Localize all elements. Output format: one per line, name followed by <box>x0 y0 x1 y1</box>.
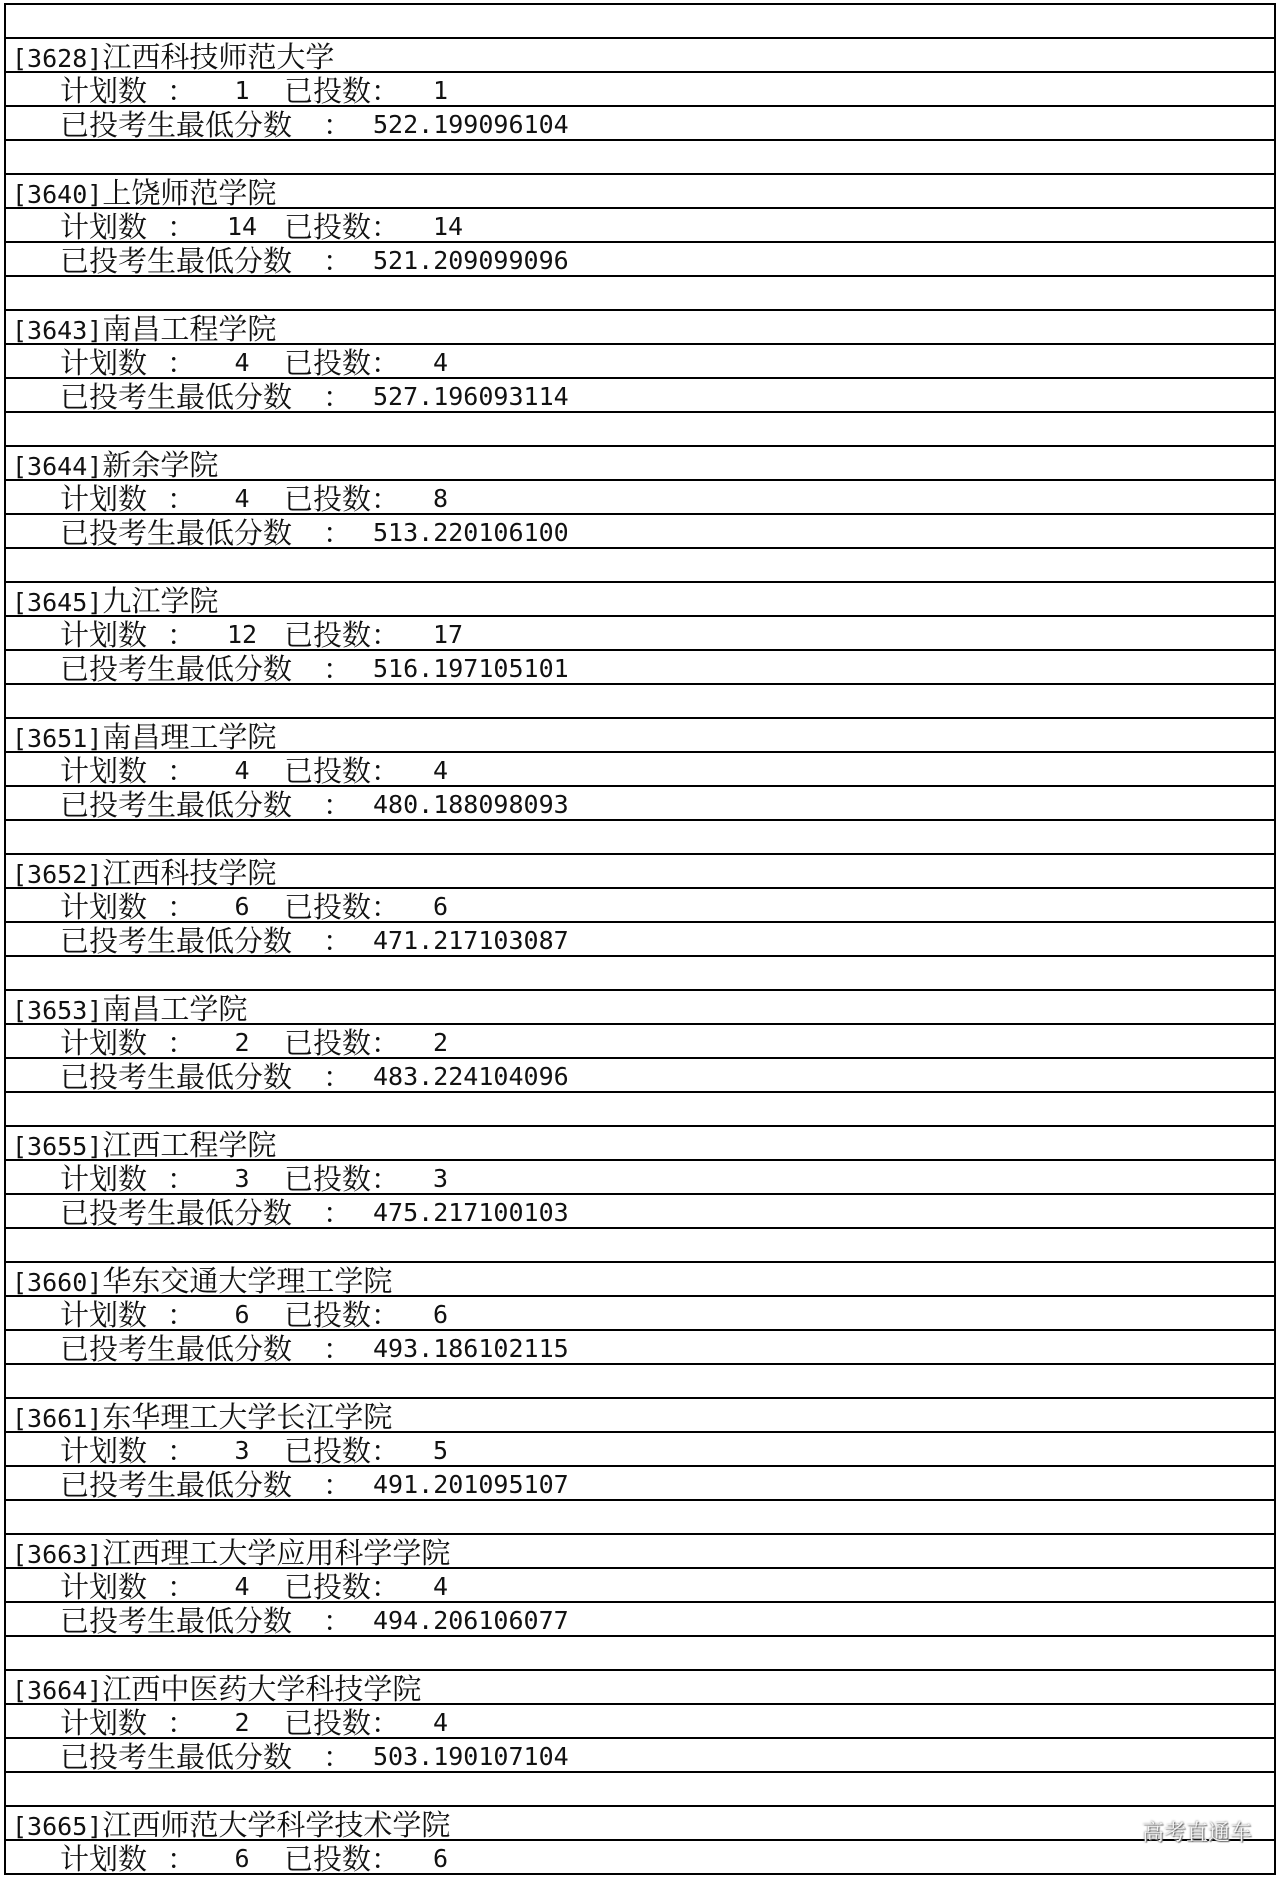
table-row-spacer <box>6 1501 1274 1535</box>
plan-count: 6 <box>234 892 250 921</box>
score-label: 已投考生最低分数 <box>60 1468 293 1502</box>
plan-row <box>6 209 1274 243</box>
score-colon: ： <box>323 1604 353 1638</box>
plan-row <box>6 73 1274 107</box>
table-row-spacer <box>6 1229 1274 1263</box>
score-row <box>6 1195 1274 1229</box>
score-row <box>6 107 1274 141</box>
invested-label: 已投数： <box>284 1706 401 1740</box>
school-code: [3640] <box>12 180 103 209</box>
school-header-row <box>6 39 1274 73</box>
school-header <box>12 719 277 754</box>
min-score: 527.196093114 <box>373 382 569 411</box>
table-row-spacer <box>6 5 1274 39</box>
score-colon: ： <box>323 1060 353 1094</box>
plan-count: 6 <box>234 1300 250 1329</box>
school-name: 江西中医药大学科技学院 <box>102 1672 422 1706</box>
score-row <box>6 243 1274 277</box>
score-label: 已投考生最低分数 <box>60 516 293 550</box>
score-row <box>6 1331 1274 1365</box>
score-colon: ： <box>323 788 353 822</box>
score-colon: ： <box>323 108 353 142</box>
plan-colon: ： <box>167 482 197 516</box>
score-row <box>6 1059 1274 1093</box>
plan-colon: ： <box>167 1842 197 1876</box>
plan-label: 计划数 <box>60 210 148 244</box>
plan-row <box>6 1025 1274 1059</box>
plan-count: 6 <box>234 1844 250 1873</box>
school-name: 江西工程学院 <box>102 1128 277 1162</box>
plan-label: 计划数 <box>60 1026 148 1060</box>
plan-row <box>6 1569 1274 1603</box>
score-label: 已投考生最低分数 <box>60 1060 293 1094</box>
table-row-spacer <box>6 549 1274 583</box>
score-row <box>6 923 1274 957</box>
invested-label: 已投数： <box>284 1842 401 1876</box>
school-code: [3655] <box>12 1132 103 1161</box>
plan-row <box>6 753 1274 787</box>
plan-label: 计划数 <box>60 346 148 380</box>
school-header <box>12 39 335 74</box>
score-row <box>6 1739 1274 1773</box>
school-header <box>12 1535 451 1570</box>
school-header-row <box>6 1399 1274 1433</box>
score-colon: ： <box>323 924 353 958</box>
min-score: 480.188098093 <box>373 790 569 819</box>
plan-count: 4 <box>234 756 250 785</box>
school-header <box>12 855 277 890</box>
plan-row <box>6 1841 1274 1875</box>
min-score: 493.186102115 <box>373 1334 569 1363</box>
school-code: [3628] <box>12 44 103 73</box>
school-header <box>12 311 277 346</box>
plan-colon: ： <box>167 754 197 788</box>
school-name: 华东交通大学理工学院 <box>102 1264 393 1298</box>
plan-colon: ： <box>167 74 197 108</box>
plan-colon: ： <box>167 1434 197 1468</box>
school-header-row <box>6 1535 1274 1569</box>
school-name: 江西科技学院 <box>102 856 277 890</box>
score-colon: ： <box>323 244 353 278</box>
score-colon: ： <box>323 652 353 686</box>
table-row-spacer <box>6 1637 1274 1671</box>
school-name: 新余学院 <box>102 448 219 482</box>
school-header-row <box>6 719 1274 753</box>
school-header-row <box>6 1671 1274 1705</box>
score-colon: ： <box>323 1332 353 1366</box>
plan-count: 2 <box>234 1708 250 1737</box>
invested-label: 已投数： <box>284 1570 401 1604</box>
plan-colon: ： <box>167 890 197 924</box>
plan-label: 计划数 <box>60 1298 148 1332</box>
school-code: [3661] <box>12 1404 103 1433</box>
school-code: [3652] <box>12 860 103 889</box>
invested-count: 17 <box>433 620 464 649</box>
score-label: 已投考生最低分数 <box>60 1196 293 1230</box>
score-colon: ： <box>323 1196 353 1230</box>
school-header-row <box>6 175 1274 209</box>
plan-colon: ： <box>167 346 197 380</box>
invested-count: 2 <box>433 1028 449 1057</box>
invested-count: 1 <box>433 76 449 105</box>
school-header <box>12 1399 393 1434</box>
score-colon: ： <box>323 380 353 414</box>
invested-count: 4 <box>433 348 449 377</box>
plan-label: 计划数 <box>60 1842 148 1876</box>
invested-count: 5 <box>433 1436 449 1465</box>
score-colon: ： <box>323 1468 353 1502</box>
table-row-spacer <box>6 957 1274 991</box>
min-score: 483.224104096 <box>373 1062 569 1091</box>
table-row-spacer <box>6 821 1274 855</box>
plan-colon: ： <box>167 1162 197 1196</box>
school-name: 南昌理工学院 <box>102 720 277 754</box>
min-score: 521.209099096 <box>373 246 569 275</box>
invested-count: 3 <box>433 1164 449 1193</box>
invested-count: 8 <box>433 484 449 513</box>
school-name: 九江学院 <box>102 584 219 618</box>
invested-count: 6 <box>433 892 449 921</box>
school-header <box>12 447 219 482</box>
school-header-row <box>6 1263 1274 1297</box>
invested-count: 6 <box>433 1300 449 1329</box>
table-row-spacer <box>6 685 1274 719</box>
school-header <box>12 1263 393 1298</box>
plan-count: 14 <box>226 212 258 241</box>
score-row <box>6 1603 1274 1637</box>
invested-label: 已投数： <box>284 346 401 380</box>
plan-colon: ： <box>167 1570 197 1604</box>
watermark: 高考直通车 <box>1142 1821 1253 1846</box>
score-row <box>6 379 1274 413</box>
school-code: [3644] <box>12 452 103 481</box>
plan-count: 3 <box>234 1436 250 1465</box>
school-header <box>12 1127 277 1162</box>
school-name: 江西师范大学科学技术学院 <box>102 1808 451 1842</box>
invested-count: 4 <box>433 1708 449 1737</box>
school-header <box>12 583 219 618</box>
plan-label: 计划数 <box>60 890 148 924</box>
min-score: 516.197105101 <box>373 654 569 683</box>
school-header <box>12 1807 451 1842</box>
school-header-row <box>6 855 1274 889</box>
plan-label: 计划数 <box>60 1706 148 1740</box>
school-code: [3653] <box>12 996 103 1025</box>
school-header-row <box>6 1127 1274 1161</box>
school-code: [3664] <box>12 1676 103 1705</box>
min-score: 475.217100103 <box>373 1198 569 1227</box>
invested-label: 已投数： <box>284 1162 401 1196</box>
table-row-spacer <box>6 413 1274 447</box>
plan-label: 计划数 <box>60 1434 148 1468</box>
plan-row <box>6 1433 1274 1467</box>
school-code: [3651] <box>12 724 103 753</box>
min-score: 494.206106077 <box>373 1606 569 1635</box>
plan-row <box>6 617 1274 651</box>
min-score: 513.220106100 <box>373 518 569 547</box>
invested-count: 4 <box>433 1572 449 1601</box>
plan-count: 4 <box>234 484 250 513</box>
plan-label: 计划数 <box>60 1162 148 1196</box>
plan-label: 计划数 <box>60 754 148 788</box>
plan-colon: ： <box>167 1026 197 1060</box>
score-label: 已投考生最低分数 <box>60 788 293 822</box>
school-name: 南昌工程学院 <box>102 312 277 346</box>
plan-row <box>6 1297 1274 1331</box>
school-header-row <box>6 447 1274 481</box>
school-header-row <box>6 1807 1274 1841</box>
school-code: [3645] <box>12 588 103 617</box>
invested-label: 已投数： <box>284 1298 401 1332</box>
school-code: [3643] <box>12 316 103 345</box>
table-row-spacer <box>6 1773 1274 1807</box>
score-label: 已投考生最低分数 <box>60 244 293 278</box>
plan-count: 12 <box>226 620 258 649</box>
score-colon: ： <box>323 1740 353 1774</box>
invested-count: 14 <box>433 212 464 241</box>
invested-label: 已投数： <box>284 1434 401 1468</box>
score-label: 已投考生最低分数 <box>60 380 293 414</box>
school-name: 上饶师范学院 <box>102 176 277 210</box>
score-row <box>6 787 1274 821</box>
school-header <box>12 1671 422 1706</box>
score-row <box>6 651 1274 685</box>
school-header <box>12 175 277 210</box>
invested-count: 4 <box>433 756 449 785</box>
min-score: 522.199096104 <box>373 110 569 139</box>
plan-count: 1 <box>234 76 250 105</box>
min-score: 491.201095107 <box>373 1470 569 1499</box>
plan-count: 4 <box>234 1572 250 1601</box>
invested-label: 已投数： <box>284 618 401 652</box>
school-code: [3663] <box>12 1540 103 1569</box>
table-row-spacer <box>6 141 1274 175</box>
plan-row <box>6 889 1274 923</box>
table-row-spacer <box>6 1093 1274 1127</box>
plan-row <box>6 1161 1274 1195</box>
score-row <box>6 515 1274 549</box>
plan-count: 3 <box>234 1164 250 1193</box>
invested-label: 已投数： <box>284 754 401 788</box>
score-colon: ： <box>323 516 353 550</box>
table-row-spacer <box>6 1365 1274 1399</box>
invested-label: 已投数： <box>284 890 401 924</box>
school-name: 南昌工学院 <box>102 992 248 1026</box>
invested-label: 已投数： <box>284 482 401 516</box>
score-label: 已投考生最低分数 <box>60 1604 293 1638</box>
plan-label: 计划数 <box>60 74 148 108</box>
invested-label: 已投数： <box>284 74 401 108</box>
invested-label: 已投数： <box>284 1026 401 1060</box>
min-score: 503.190107104 <box>373 1742 569 1771</box>
score-label: 已投考生最低分数 <box>60 1740 293 1774</box>
score-label: 已投考生最低分数 <box>60 108 293 142</box>
score-label: 已投考生最低分数 <box>60 924 293 958</box>
invested-count: 6 <box>433 1844 449 1873</box>
plan-count: 2 <box>234 1028 250 1057</box>
plan-row <box>6 481 1274 515</box>
table-row-spacer <box>6 277 1274 311</box>
score-row <box>6 1467 1274 1501</box>
score-label: 已投考生最低分数 <box>60 652 293 686</box>
plan-colon: ： <box>167 210 197 244</box>
plan-label: 计划数 <box>60 1570 148 1604</box>
school-header-row <box>6 583 1274 617</box>
school-header <box>12 991 248 1026</box>
invested-label: 已投数： <box>284 210 401 244</box>
min-score: 471.217103087 <box>373 926 569 955</box>
plan-row <box>6 1705 1274 1739</box>
school-code: [3665] <box>12 1812 103 1841</box>
document-table <box>4 3 1276 1875</box>
score-label: 已投考生最低分数 <box>60 1332 293 1366</box>
plan-label: 计划数 <box>60 482 148 516</box>
school-name: 江西理工大学应用科学学院 <box>102 1536 451 1570</box>
plan-count: 4 <box>234 348 250 377</box>
school-name: 江西科技师范大学 <box>102 40 335 74</box>
plan-label: 计划数 <box>60 618 148 652</box>
school-header-row <box>6 311 1274 345</box>
plan-colon: ： <box>167 1706 197 1740</box>
plan-colon: ： <box>167 1298 197 1332</box>
school-code: [3660] <box>12 1268 103 1297</box>
school-name: 东华理工大学长江学院 <box>102 1400 393 1434</box>
school-header-row <box>6 991 1274 1025</box>
plan-colon: ： <box>167 618 197 652</box>
plan-row <box>6 345 1274 379</box>
